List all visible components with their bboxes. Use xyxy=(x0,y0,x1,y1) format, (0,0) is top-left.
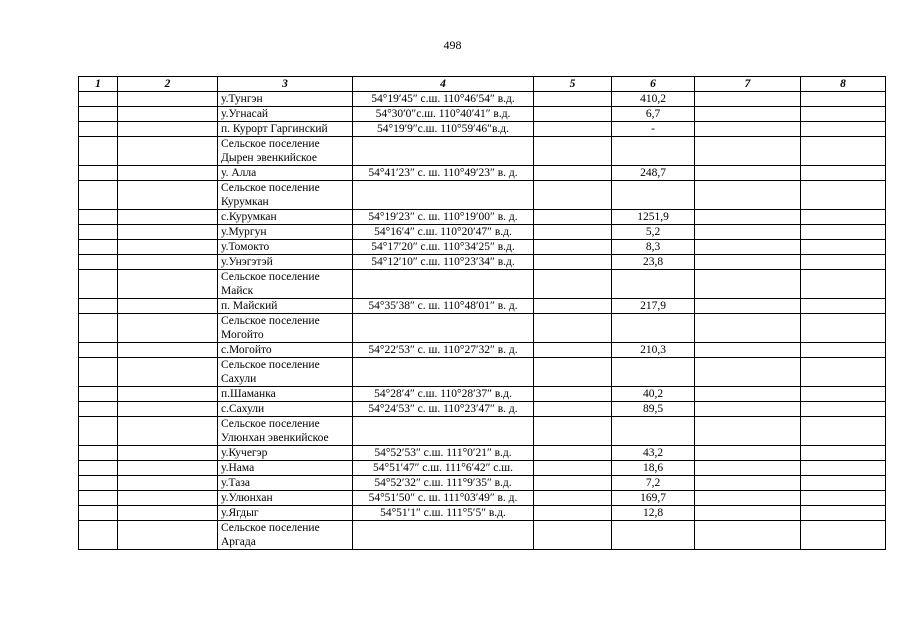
empty-cell xyxy=(534,240,612,255)
empty-cell xyxy=(801,387,886,402)
value-cell: 6,7 xyxy=(612,107,695,122)
empty-cell xyxy=(79,122,118,137)
empty-cell xyxy=(534,446,612,461)
value-cell: 1251,9 xyxy=(612,210,695,225)
empty-cell xyxy=(695,181,801,210)
empty-cell xyxy=(695,255,801,270)
header-row xyxy=(79,77,886,92)
table-row xyxy=(79,358,886,387)
coordinates-cell xyxy=(353,181,534,210)
empty-cell xyxy=(695,137,801,166)
settlement-name: у.Угнасай xyxy=(218,107,353,122)
table-row xyxy=(79,210,886,225)
coordinates-cell: 54°16′4″ с.ш. 110°20′47″ в.д. xyxy=(353,225,534,240)
value-cell xyxy=(612,181,695,210)
empty-cell xyxy=(79,417,118,446)
settlement-name: у.Нама xyxy=(218,461,353,476)
empty-cell xyxy=(118,446,218,461)
empty-cell xyxy=(534,521,612,550)
empty-cell xyxy=(534,299,612,314)
table-body xyxy=(79,92,886,550)
table-row xyxy=(79,387,886,402)
empty-cell xyxy=(801,181,886,210)
empty-cell xyxy=(801,417,886,446)
table-row xyxy=(79,225,886,240)
empty-cell xyxy=(534,210,612,225)
value-cell: 7,2 xyxy=(612,476,695,491)
coordinates-cell: 54°30′0″с.ш. 110°40′41″ в.д. xyxy=(353,107,534,122)
empty-cell xyxy=(695,506,801,521)
value-cell: 8,3 xyxy=(612,240,695,255)
settlement-name: у.Унэгэтэй xyxy=(218,255,353,270)
empty-cell xyxy=(79,107,118,122)
settlement-name: у.Ягдыг xyxy=(218,506,353,521)
empty-cell xyxy=(534,166,612,181)
empty-cell xyxy=(801,107,886,122)
empty-cell xyxy=(534,270,612,299)
column-header: 3 xyxy=(218,77,353,92)
column-header: 5 xyxy=(534,77,612,92)
empty-cell xyxy=(534,358,612,387)
empty-cell xyxy=(534,225,612,240)
empty-cell xyxy=(534,122,612,137)
empty-cell xyxy=(79,387,118,402)
empty-cell xyxy=(79,92,118,107)
empty-cell xyxy=(801,299,886,314)
table-row xyxy=(79,343,886,358)
value-cell xyxy=(612,314,695,343)
settlement-name: с.Сахули xyxy=(218,402,353,417)
coordinates-cell: 54°51′1″ с.ш. 111°5′5″ в.д. xyxy=(353,506,534,521)
table-row xyxy=(79,92,886,107)
table-row xyxy=(79,521,886,550)
coordinates-cell: 54°52′32″ с.ш. 111°9′35″ в.д. xyxy=(353,476,534,491)
settlement-name: с.Курумкан xyxy=(218,210,353,225)
value-cell: 410,2 xyxy=(612,92,695,107)
empty-cell xyxy=(801,491,886,506)
coordinates-cell: 54°52′53″ с.ш. 111°0′21″ в.д. xyxy=(353,446,534,461)
empty-cell xyxy=(534,402,612,417)
coordinates-cell xyxy=(353,521,534,550)
empty-cell xyxy=(79,402,118,417)
column-header: 2 xyxy=(118,77,218,92)
empty-cell xyxy=(801,92,886,107)
settlement-name: п. Майский xyxy=(218,299,353,314)
coordinates-cell: 54°19′45″ с.ш. 110°46′54″ в.д. xyxy=(353,92,534,107)
empty-cell xyxy=(79,210,118,225)
settlement-heading: Сельское поселение Улюнхан эвенкийское xyxy=(218,417,353,446)
column-header: 7 xyxy=(695,77,801,92)
empty-cell xyxy=(79,491,118,506)
empty-cell xyxy=(695,358,801,387)
empty-cell xyxy=(118,166,218,181)
empty-cell xyxy=(801,402,886,417)
settlement-heading: Сельское поселение Курумкан xyxy=(218,181,353,210)
empty-cell xyxy=(118,387,218,402)
coordinates-cell: 54°28′4″ с.ш. 110°28′37″ в.д. xyxy=(353,387,534,402)
settlement-heading: Сельское поселение Могойто xyxy=(218,314,353,343)
empty-cell xyxy=(695,387,801,402)
value-cell: 169,7 xyxy=(612,491,695,506)
value-cell: 217,9 xyxy=(612,299,695,314)
empty-cell xyxy=(695,343,801,358)
empty-cell xyxy=(79,181,118,210)
empty-cell xyxy=(118,210,218,225)
empty-cell xyxy=(801,270,886,299)
empty-cell xyxy=(118,122,218,137)
empty-cell xyxy=(79,166,118,181)
table-row xyxy=(79,107,886,122)
empty-cell xyxy=(79,358,118,387)
table-row xyxy=(79,417,886,446)
coordinates-cell: 54°22′53″ с. ш. 110°27′32″ в. д. xyxy=(353,343,534,358)
settlement-name: у.Томокто xyxy=(218,240,353,255)
empty-cell xyxy=(695,402,801,417)
empty-cell xyxy=(801,461,886,476)
value-cell xyxy=(612,417,695,446)
value-cell xyxy=(612,358,695,387)
empty-cell xyxy=(695,476,801,491)
value-cell: - xyxy=(612,122,695,137)
settlement-heading: Сельское поселение Дырен эвенкийское xyxy=(218,137,353,166)
empty-cell xyxy=(801,446,886,461)
empty-cell xyxy=(695,166,801,181)
settlement-name: у.Тунгэн xyxy=(218,92,353,107)
coordinates-cell: 54°51′47″ с.ш. 111°6′42″ с.ш. xyxy=(353,461,534,476)
empty-cell xyxy=(695,107,801,122)
table-row xyxy=(79,491,886,506)
empty-cell xyxy=(695,446,801,461)
empty-cell xyxy=(801,240,886,255)
empty-cell xyxy=(118,299,218,314)
empty-cell xyxy=(118,92,218,107)
empty-cell xyxy=(118,343,218,358)
column-header: 1 xyxy=(79,77,118,92)
table-row xyxy=(79,240,886,255)
value-cell xyxy=(612,137,695,166)
empty-cell xyxy=(801,476,886,491)
settlements-table xyxy=(78,76,886,550)
empty-cell xyxy=(695,225,801,240)
empty-cell xyxy=(534,255,612,270)
table-row xyxy=(79,137,886,166)
value-cell: 89,5 xyxy=(612,402,695,417)
value-cell: 23,8 xyxy=(612,255,695,270)
empty-cell xyxy=(534,506,612,521)
settlement-name: п. Курорт Гаргинский xyxy=(218,122,353,137)
coordinates-cell: 54°51′50″ с. ш. 111°03′49″ в. д. xyxy=(353,491,534,506)
table-row xyxy=(79,314,886,343)
settlement-name: п.Шаманка xyxy=(218,387,353,402)
empty-cell xyxy=(695,314,801,343)
coordinates-cell xyxy=(353,358,534,387)
empty-cell xyxy=(801,358,886,387)
empty-cell xyxy=(534,461,612,476)
empty-cell xyxy=(118,506,218,521)
column-header: 6 xyxy=(612,77,695,92)
empty-cell xyxy=(695,240,801,255)
table-row xyxy=(79,476,886,491)
settlement-name: у.Кучегэр xyxy=(218,446,353,461)
settlement-name: у.Таза xyxy=(218,476,353,491)
empty-cell xyxy=(534,343,612,358)
column-header: 4 xyxy=(353,77,534,92)
empty-cell xyxy=(695,521,801,550)
empty-cell xyxy=(118,240,218,255)
empty-cell xyxy=(801,166,886,181)
empty-cell xyxy=(118,402,218,417)
settlement-heading: Сельское поселение Аргада xyxy=(218,521,353,550)
empty-cell xyxy=(79,314,118,343)
empty-cell xyxy=(534,181,612,210)
value-cell: 40,2 xyxy=(612,387,695,402)
settlement-heading: Сельское поселение Майск xyxy=(218,270,353,299)
empty-cell xyxy=(118,255,218,270)
empty-cell xyxy=(118,358,218,387)
coordinates-cell: 54°12′10″ с.ш. 110°23′34″ в.д. xyxy=(353,255,534,270)
empty-cell xyxy=(695,270,801,299)
empty-cell xyxy=(801,137,886,166)
column-header: 8 xyxy=(801,77,886,92)
empty-cell xyxy=(118,107,218,122)
value-cell: 43,2 xyxy=(612,446,695,461)
empty-cell xyxy=(118,491,218,506)
table-row xyxy=(79,270,886,299)
empty-cell xyxy=(534,107,612,122)
coordinates-cell: 54°19′9″с.ш. 110°59′46″в.д. xyxy=(353,122,534,137)
settlement-name: у.Улюнхан xyxy=(218,491,353,506)
empty-cell xyxy=(801,255,886,270)
value-cell: 12,8 xyxy=(612,506,695,521)
empty-cell xyxy=(695,299,801,314)
empty-cell xyxy=(534,417,612,446)
page-number: 498 xyxy=(443,38,462,52)
empty-cell xyxy=(695,417,801,446)
coordinates-cell: 54°17′20″ с.ш. 110°34′25″ в.д. xyxy=(353,240,534,255)
empty-cell xyxy=(79,299,118,314)
table-row xyxy=(79,402,886,417)
coordinates-cell: 54°24′53″ с. ш. 110°23′47″ в. д. xyxy=(353,402,534,417)
empty-cell xyxy=(801,314,886,343)
empty-cell xyxy=(801,210,886,225)
table-row xyxy=(79,181,886,210)
empty-cell xyxy=(118,225,218,240)
empty-cell xyxy=(801,225,886,240)
coordinates-cell xyxy=(353,270,534,299)
empty-cell xyxy=(118,270,218,299)
empty-cell xyxy=(79,343,118,358)
empty-cell xyxy=(118,476,218,491)
value-cell xyxy=(612,270,695,299)
table-row xyxy=(79,255,886,270)
empty-cell xyxy=(79,225,118,240)
coordinates-cell xyxy=(353,314,534,343)
empty-cell xyxy=(79,255,118,270)
empty-cell xyxy=(801,506,886,521)
empty-cell xyxy=(79,521,118,550)
empty-cell xyxy=(801,122,886,137)
empty-cell xyxy=(79,461,118,476)
empty-cell xyxy=(695,210,801,225)
value-cell: 5,2 xyxy=(612,225,695,240)
coordinates-cell: 54°41′23″ с. ш. 110°49′23″ в. д. xyxy=(353,166,534,181)
empty-cell xyxy=(534,137,612,166)
value-cell: 18,6 xyxy=(612,461,695,476)
settlement-heading: Сельское поселение Сахули xyxy=(218,358,353,387)
table-row xyxy=(79,299,886,314)
empty-cell xyxy=(118,521,218,550)
value-cell: 248,7 xyxy=(612,166,695,181)
empty-cell xyxy=(79,506,118,521)
empty-cell xyxy=(79,476,118,491)
empty-cell xyxy=(534,387,612,402)
empty-cell xyxy=(118,417,218,446)
empty-cell xyxy=(801,521,886,550)
settlement-name: у.Мургун xyxy=(218,225,353,240)
settlement-name: у. Алла xyxy=(218,166,353,181)
empty-cell xyxy=(801,343,886,358)
coordinates-cell xyxy=(353,137,534,166)
empty-cell xyxy=(79,137,118,166)
empty-cell xyxy=(695,92,801,107)
value-cell: 210,3 xyxy=(612,343,695,358)
empty-cell xyxy=(118,137,218,166)
coordinates-cell: 54°19′23″ с. ш. 110°19′00″ в. д. xyxy=(353,210,534,225)
empty-cell xyxy=(534,92,612,107)
empty-cell xyxy=(534,491,612,506)
empty-cell xyxy=(534,314,612,343)
empty-cell xyxy=(118,181,218,210)
empty-cell xyxy=(79,270,118,299)
coordinates-cell xyxy=(353,417,534,446)
value-cell xyxy=(612,521,695,550)
table-row xyxy=(79,461,886,476)
table-row xyxy=(79,506,886,521)
empty-cell xyxy=(79,240,118,255)
empty-cell xyxy=(79,446,118,461)
empty-cell xyxy=(695,461,801,476)
empty-cell xyxy=(118,314,218,343)
table-row xyxy=(79,166,886,181)
empty-cell xyxy=(695,122,801,137)
empty-cell xyxy=(695,491,801,506)
settlement-name: с.Могойто xyxy=(218,343,353,358)
empty-cell xyxy=(118,461,218,476)
coordinates-cell: 54°35′38″ с. ш. 110°48′01″ в. д. xyxy=(353,299,534,314)
table-row xyxy=(79,122,886,137)
table-row xyxy=(79,446,886,461)
empty-cell xyxy=(534,476,612,491)
